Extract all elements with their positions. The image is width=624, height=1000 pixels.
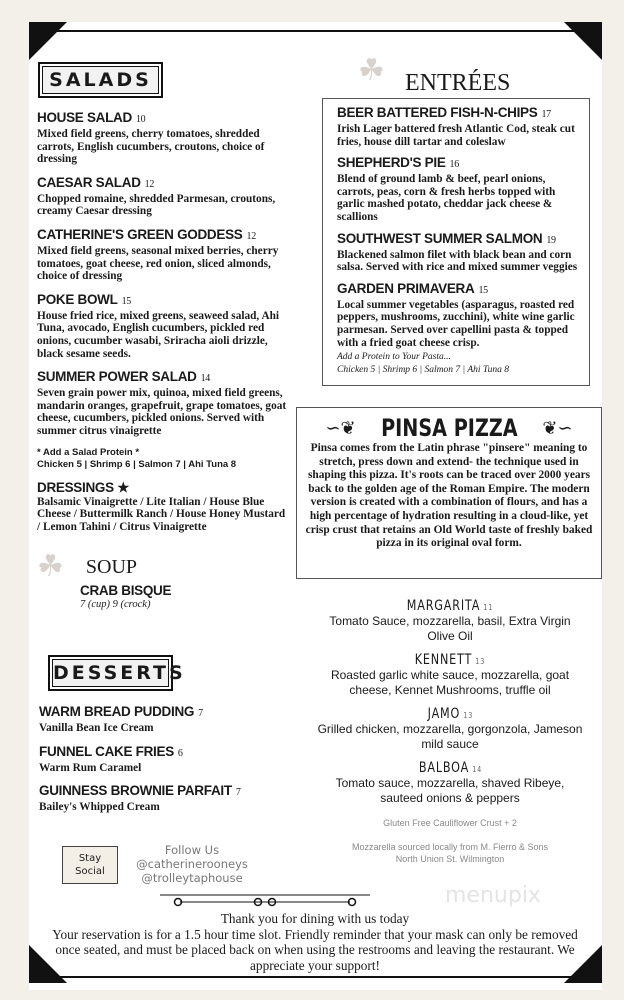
item-price: 14: [471, 765, 482, 774]
item-desc: Seven grain power mix, quinoa, mixed field greens, mandarin oranges, grapefruit, grape tomatoes, goat cheese, cucumbers, pickled onions. Served with summer citrus vinaigrette: [37, 387, 287, 437]
item-desc: Blend of ground lamb & beef, pearl onions, carrots, peas, corn & fresh herbs topped with garlic mashed potato, cheddar jack cheese & scallions: [337, 173, 556, 223]
top-border: [50, 30, 594, 32]
item-name: BALBOA: [418, 760, 469, 776]
dressings-title: DRESSINGS ★: [37, 479, 130, 495]
entrees-box: [322, 98, 590, 386]
item-name: SHEPHERD'S PIE: [337, 155, 446, 171]
entrees-heading: ENTRÉES: [405, 70, 511, 96]
item-price: 12: [246, 230, 256, 242]
dressings: [37, 480, 287, 534]
desserts-heading: DESSERTS: [52, 659, 169, 687]
item-price: 16: [449, 159, 459, 171]
footer-note: Your reservation is for a 1.5 hour time slot. Friendly reminder that your mask can only be removed once seated, and must be placed back on when using the restrooms and leaving the restaurant. We appreciate your support!: [52, 926, 578, 973]
item-desc: House fried rice, mixed greens, seaweed salad, Ahi Tuna, avocado, English cucumbers, pickled red onions, cucumber wasabi, Sriracha aioli drizzle, black sesame seeds.: [37, 309, 280, 360]
menu-item: [37, 227, 287, 283]
protein-title: * Add a Salad Protein *: [37, 446, 140, 458]
social-handle[interactable]: @trolleytaphouse: [141, 871, 243, 885]
item-desc: Local summer vegetables (asparagus, roasted red peppers, mushrooms, zucchini), white wine garlic parmesan. Served over capellini pasta & topped with a fried goat cheese crisp.: [337, 298, 575, 349]
item-desc: Bailey's Whipped Cream: [39, 801, 160, 814]
item-desc: Tomato Sauce, mozzarella, basil, Extra Virgin Olive Oil: [329, 614, 571, 643]
menu-item: [337, 105, 581, 148]
pinsa-description: Pinsa comes from the Latin phrase "pinsere" meaning to stretch, press down and extend- the technique used in shaping this pizza. It's roots can be traced over 2000 years back to the golden age of the Roman Empire. The modern version is created with a combination of flours, and has a high percentage of hydration resulting in a cloud-like, yet crisp crust that retains an Old World taste of freshly baked pizza in its original oval form.: [305, 442, 593, 550]
dressings-list: Balsamic Vinaigrette / Lite Italian / House Blue Cheese / Buttermilk Ranch / House Honey Mustard / Lemon Tahini / Citrus Vinaigrette: [37, 495, 286, 533]
item-name: CATHERINE'S GREEN GODDESS: [37, 226, 243, 242]
footer-ornament-icon: [160, 893, 370, 907]
item-name: MARGARITA: [406, 598, 481, 614]
pinsa-column: [296, 407, 602, 865]
gluten-free-note: Gluten Free Cauliflower Crust + 2: [383, 818, 517, 828]
salad-protein: [37, 447, 287, 471]
menu-item: [37, 110, 287, 166]
soup-heading: SOUP: [85, 556, 138, 579]
item-price: 13: [462, 711, 473, 720]
menu-item: [37, 369, 287, 437]
desserts-list: [39, 704, 299, 823]
item-desc: Tomato sauce, mozzarella, shaved Ribeye, sauteed onions & peppers: [335, 776, 565, 805]
badge-line-1: Stay: [78, 853, 102, 864]
menu-item: [337, 155, 581, 223]
item-price: 13: [475, 657, 486, 666]
shamrock-icon: ☘: [37, 549, 64, 585]
pizza-item: [315, 757, 585, 805]
corner-top-right: [564, 22, 602, 60]
item-name: GARDEN PRIMAVERA: [337, 280, 475, 296]
item-name: WARM BREAD PUDDING: [39, 704, 195, 719]
menu-item: [37, 292, 287, 360]
soup-section: [37, 551, 287, 612]
footer-thanks: Thank you for dining with us today: [220, 911, 410, 926]
protein-options: Chicken 5 | Shrimp 6 | Salmon 7 | Ahi Tuna 8: [37, 458, 237, 470]
pinsa-box: [296, 407, 602, 579]
footer: [40, 911, 590, 973]
item-price: 17: [541, 109, 551, 120]
soup-name: CRAB BISQUE: [80, 583, 172, 599]
pizza-item: [315, 649, 585, 697]
item-price: 15: [478, 284, 488, 296]
watermark: menupix: [445, 883, 541, 908]
pasta-protein-options: Chicken 5 | Shrimp 6 | Salmon 7 | Ahi Tuna 8: [337, 364, 510, 375]
stay-social-badge: [62, 846, 118, 884]
flourish-left-icon: ∽❦: [325, 417, 356, 439]
item-name: CAESAR SALAD: [37, 174, 141, 190]
salads-heading-box: [38, 62, 163, 98]
item-price: 7: [198, 708, 203, 719]
item-price: 19: [546, 234, 556, 246]
item-desc: Irish Lager battered fresh Atlantic Cod, steak cut fries, house dill tartar and coleslaw: [337, 123, 575, 148]
item-name: SUMMER POWER SALAD: [37, 369, 197, 385]
corner-top-left: [29, 22, 67, 60]
desserts-heading-box: [48, 655, 186, 691]
item-price: 10: [135, 114, 146, 125]
item-price: 14: [200, 373, 211, 385]
social-handle[interactable]: @catherinerooneys: [136, 857, 248, 871]
item-name: POKE BOWL: [37, 291, 118, 307]
item-desc: Chopped romaine, shredded Parmesan, croutons, creamy Caesar dressing: [37, 192, 276, 218]
menu-item: [337, 281, 581, 349]
pizza-item: [315, 703, 585, 751]
pizza-item: [315, 595, 585, 643]
salads-list: [37, 110, 287, 612]
item-price: 12: [144, 178, 155, 190]
pinsa-heading: PINSA PIZZA: [380, 414, 518, 442]
pasta-protein-title: Add a Protein to Your Pasta...: [337, 352, 451, 363]
item-name: SOUTHWEST SUMMER SALMON: [337, 230, 543, 246]
item-price: 15: [121, 295, 131, 307]
item-price: 7: [235, 787, 241, 799]
menu-item: [37, 175, 287, 218]
social-handles: [132, 843, 252, 885]
item-price: 11: [483, 603, 494, 612]
item-name: BEER BATTERED FISH-N-CHIPS: [337, 105, 538, 120]
pizza-list: [315, 595, 585, 865]
item-desc: Grilled chicken, mozzarella, gorgonzola, Jameson mild sauce: [317, 722, 583, 751]
item-desc: Mixed field greens, seasonal mixed berries, cherry tomatoes, goat cheese, red onion, sliced almonds, choice of dressing: [37, 244, 279, 283]
item-name: HOUSE SALAD: [37, 110, 132, 125]
menu-item: [39, 704, 299, 735]
flourish-right-icon: ❦∽: [542, 417, 573, 439]
menu-item: [337, 231, 581, 274]
item-desc: Vanilla Bean Ice Cream: [39, 722, 154, 734]
item-desc: Mixed field greens, cherry tomatoes, shredded carrots, English cucumbers, croutons, choice of dressing: [37, 128, 265, 166]
item-desc: Roasted garlic white sauce, mozzarella, goat cheese, Kennet Mushrooms, truffle oil: [330, 668, 570, 697]
item-name: GUINNESS BROWNIE PARFAIT: [39, 783, 232, 799]
bottom-border: [50, 976, 584, 978]
soup-price: 7 (cup) 9 (crock): [80, 599, 151, 611]
item-name: KENNETT: [414, 652, 473, 668]
menu-item: [39, 744, 299, 775]
item-name: JAMO: [427, 706, 460, 722]
item-desc: Blackened salmon filet with black bean and corn salsa. Served with rice and mixed summer veggies: [337, 248, 578, 274]
mozzarella-note-2: North Union St. Wilmington: [395, 854, 505, 864]
item-price: 6: [177, 747, 183, 759]
follow-us: Follow Us: [164, 843, 220, 857]
menu-item: [39, 783, 299, 814]
badge-line-2: Social: [75, 866, 105, 877]
item-desc: Warm Rum Caramel: [39, 761, 142, 774]
item-name: FUNNEL CAKE FRIES: [39, 743, 174, 759]
salads-heading: SALADS: [42, 66, 159, 94]
shamrock-icon: ☘: [358, 53, 385, 88]
mozzarella-note: Mozzarella sourced locally from M. Fierro & Sons: [351, 842, 549, 852]
